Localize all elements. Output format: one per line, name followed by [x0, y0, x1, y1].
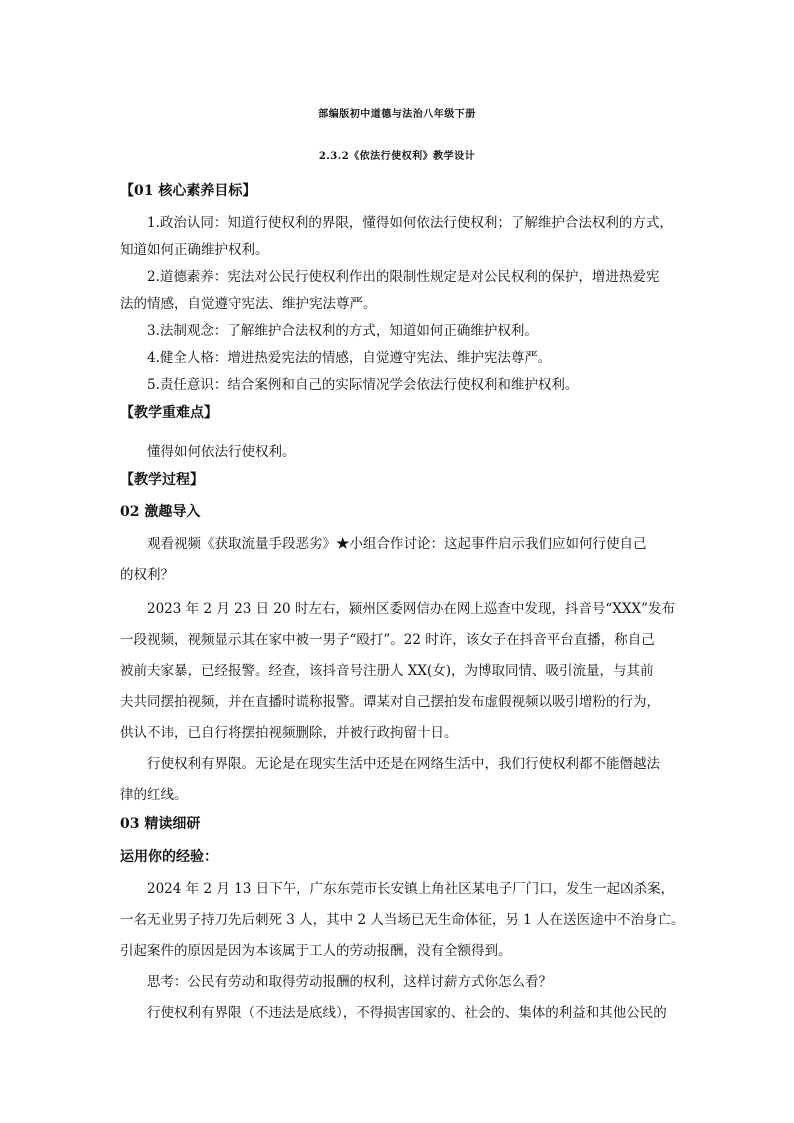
subheading-experience: 运用你的经验： [120, 849, 218, 865]
goal-line: 2.道德素养：宪法对公民行使权利作出的限制性规定是对公民权利的保护，增进热爱宪 [147, 269, 660, 285]
study-paragraph-line: 一名无业男子持刀先后刺死 3 人，其中 2 人当场已无生命体征，另 1 人在送医途中不治身亡。 [120, 912, 685, 928]
goal-line: 知道如何正确维护权利。 [120, 242, 269, 258]
study-paragraph-line: 行使权利有界限（不违法是底线），不得损害国家的、社会的、集体的利益和其他公民的 [147, 1005, 667, 1021]
study-paragraph-line: 2024 年 2 月 13 日下午，广东东莞市长安镇上角社区某电子厂门口，发生一起凶杀案， [147, 881, 675, 897]
section-heading-key-points: 【教学重难点】 [120, 405, 218, 421]
section-heading-core-goals: 【01 核心素养目标】 [120, 183, 257, 199]
section-heading-study: 03 精读细研 [120, 816, 201, 832]
intro-paragraph-line: 行使权利有界限。无论是在现实生活中还是在网络生活中，我们行使权利都不能僭越法 [147, 756, 660, 772]
intro-paragraph-line: 2023 年 2 月 23 日 20 时左右，颍州区委网信办在网上巡查中发现，抖音号“XXX”发布 [147, 601, 675, 617]
goal-line: 1.政治认同：知道行使权利的界限，懂得如何依法行使权利；了解维护合法权利的方式， [147, 215, 673, 231]
document-subtitle: 2.3.2《依法行使权利》教学设计 [318, 151, 476, 162]
intro-paragraph-line: 一段视频，视频显示其在家中被一男子“殴打”。22 时许，该女子在抖音平台直播，称自己 [120, 632, 655, 648]
goal-line: 3.法制观念：了解维护合法权利的方式，知道如何正确维护权利。 [147, 323, 538, 339]
goal-line: 5.责任意识：结合案例和自己的实际情况学会依法行使权利和维护权利。 [147, 377, 579, 393]
study-paragraph-line: 思考：公民有劳动和取得劳动报酬的权利，这样讨薪方式你怎么看？ [147, 974, 552, 990]
intro-paragraph-line: 夫共同摆拍视频，并在直播时谎称报警。谭某对自己摆拍发布虚假视频以吸引增粉的行为， [120, 694, 660, 710]
key-point-text: 懂得如何依法行使权利。 [147, 444, 296, 460]
goal-line: 法的情感，自觉遵守宪法、维护宪法尊严。 [120, 296, 377, 312]
intro-paragraph-line: 观看视频《获取流量手段恶劣》★小组合作讨论：这起事件启示我们应如何行使自己 [147, 536, 647, 552]
intro-paragraph-line: 供认不讳，已自行将摆拍视频删除，并被行政拘留十日。 [120, 725, 458, 741]
intro-paragraph-line: 的权利？ [120, 567, 174, 583]
document-title: 部编版初中道德与法治八年级下册 [318, 109, 476, 120]
intro-paragraph-line: 律的红线。 [120, 787, 188, 803]
section-heading-process: 【教学过程】 [120, 472, 204, 488]
goal-line: 4.健全人格：增进热爱宪法的情感，自觉遵守宪法、维护宪法尊严。 [147, 350, 552, 366]
study-paragraph-line: 引起案件的原因是因为本该属于工人的劳动报酬，没有全额得到。 [120, 943, 512, 959]
intro-paragraph-line: 被前夫家暴，已经报警。经查，该抖音号注册人 XX(女)，为博取同情、吸引流量，与其前 [120, 663, 654, 679]
section-heading-intro: 02 激趣导入 [120, 504, 201, 520]
